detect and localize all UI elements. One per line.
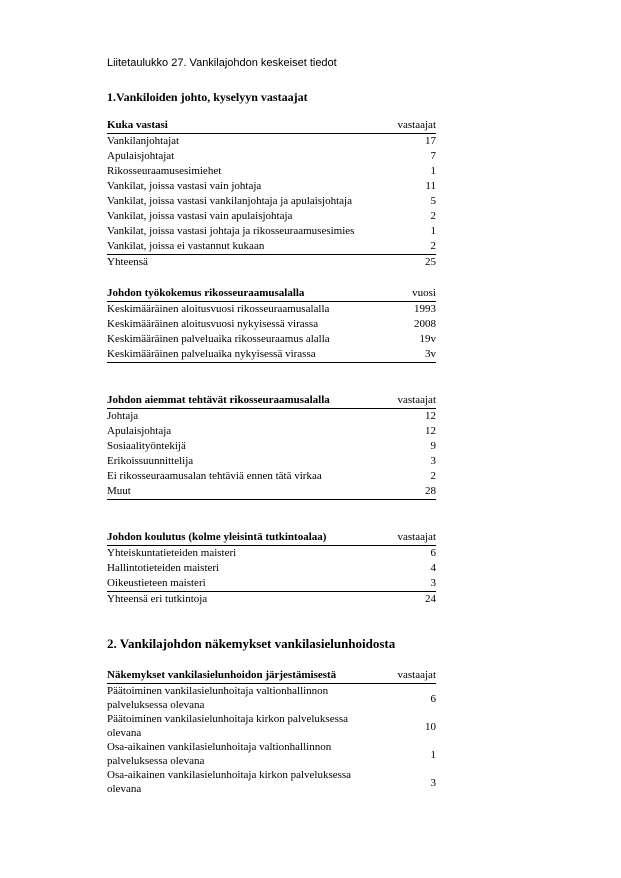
column-header-value: vastaajat bbox=[397, 394, 436, 406]
row-label: Keskimääräinen aloitusvuosi rikosseuraamusalalla bbox=[107, 303, 330, 315]
row-label: Vankilat, joissa vastasi vankilanjohtaja ja apulaisjohtaja bbox=[107, 195, 352, 207]
chaplaincy-views-table bbox=[107, 668, 436, 796]
column-header-value: vuosi bbox=[412, 287, 436, 299]
row-value: 3 bbox=[430, 455, 436, 467]
row-label: Päätoiminen vankilasielunhoitaja kirkon palveluksessa olevana bbox=[107, 713, 349, 739]
table-row bbox=[107, 454, 436, 469]
section-heading-views: 2. Vankilajohdon näkemykset vankilasielunhoidosta bbox=[107, 636, 396, 651]
row-value: 3v bbox=[425, 348, 436, 360]
row-label: Vankilat, joissa vastasi johtaja ja rikosseuraamusesimies bbox=[107, 225, 355, 237]
table-row bbox=[107, 332, 436, 347]
column-header-value: vastaajat bbox=[397, 669, 436, 681]
row-value: 1 bbox=[430, 165, 436, 177]
row-label: Yhteensä eri tutkintoja bbox=[107, 593, 208, 605]
section-heading-respondents: 1.Vankiloiden johto, kyselyyn vastaajat bbox=[107, 90, 308, 104]
row-value: 2 bbox=[430, 210, 436, 222]
row-label: Osa-aikainen vankilasielunhoitaja kirkon palveluksessa olevana bbox=[107, 769, 352, 795]
column-header-label: Johdon työkokemus rikosseuraamusalalla bbox=[107, 287, 305, 299]
row-label: Osa-aikainen vankilasielunhoitaja valtionhallinnon palveluksessa olevana bbox=[107, 741, 332, 767]
table-row bbox=[107, 134, 436, 150]
table-header-row bbox=[107, 393, 436, 409]
row-label: Vankilat, joissa ei vastannut kukaan bbox=[107, 240, 265, 252]
column-header-label: Näkemykset vankilasielunhoidon järjestämisestä bbox=[107, 669, 337, 681]
table-caption: Liitetaulukko 27. Vankilajohdon keskeiset tiedot bbox=[107, 57, 337, 69]
table-header-row bbox=[107, 118, 436, 134]
row-label: Sosiaalityöntekijä bbox=[107, 440, 186, 452]
row-value: 1 bbox=[430, 749, 436, 761]
row-value: 1 bbox=[430, 225, 436, 237]
table-row bbox=[107, 164, 436, 179]
table-row bbox=[107, 317, 436, 332]
row-label: Yhteiskuntatieteiden maisteri bbox=[107, 547, 237, 559]
row-value: 19v bbox=[419, 333, 436, 345]
table-row bbox=[107, 224, 436, 239]
row-label: Vankilat, joissa vastasi vain johtaja bbox=[107, 180, 262, 192]
row-value: 25 bbox=[425, 256, 436, 268]
row-value: 3 bbox=[430, 777, 436, 789]
row-value: 12 bbox=[425, 410, 436, 422]
table-row bbox=[107, 149, 436, 164]
row-label: Erikoissuunnittelija bbox=[107, 455, 194, 467]
row-value: 6 bbox=[430, 693, 436, 705]
education-table bbox=[107, 530, 436, 607]
table-row bbox=[107, 209, 436, 224]
row-value: 5 bbox=[430, 195, 436, 207]
table-row bbox=[107, 347, 436, 363]
row-label: Keskimääräinen palveluaika nykyisessä virassa bbox=[107, 348, 316, 360]
table-row bbox=[107, 424, 436, 439]
table-row bbox=[107, 712, 436, 740]
table-row bbox=[107, 684, 436, 713]
row-label: Vankilat, joissa vastasi vain apulaisjohtaja bbox=[107, 210, 293, 222]
row-value: 12 bbox=[425, 425, 436, 437]
table-row bbox=[107, 768, 436, 796]
row-label: Oikeustieteen maisteri bbox=[107, 577, 206, 589]
table-total-row bbox=[107, 255, 436, 271]
table-row bbox=[107, 469, 436, 484]
row-value: 2 bbox=[430, 470, 436, 482]
row-value: 2 bbox=[430, 240, 436, 252]
column-header-label: Johdon aiemmat tehtävät rikosseuraamusalalla bbox=[107, 394, 330, 406]
column-header-value: vastaajat bbox=[397, 119, 436, 131]
table-row bbox=[107, 179, 436, 194]
work-experience-table bbox=[107, 286, 436, 363]
row-label: Yhteensä bbox=[107, 256, 148, 268]
table-row bbox=[107, 561, 436, 576]
row-value: 3 bbox=[430, 577, 436, 589]
column-header-label: Kuka vastasi bbox=[107, 119, 168, 131]
table-row bbox=[107, 239, 436, 255]
row-label: Ei rikosseuraamusalan tehtäviä ennen tätä virkaa bbox=[107, 470, 322, 482]
column-header-label: Johdon koulutus (kolme yleisintä tutkintoalaa) bbox=[107, 531, 327, 543]
table-row bbox=[107, 409, 436, 425]
row-value: 1993 bbox=[414, 303, 436, 315]
row-value: 17 bbox=[425, 135, 436, 147]
row-value: 9 bbox=[430, 440, 436, 452]
row-label: Hallintotieteiden maisteri bbox=[107, 562, 220, 574]
row-label: Päätoiminen vankilasielunhoitaja valtionhallinnon palveluksessa olevana bbox=[107, 685, 329, 711]
table-row bbox=[107, 194, 436, 209]
table-row bbox=[107, 439, 436, 454]
row-label: Apulaisjohtajat bbox=[107, 150, 175, 162]
table-header-row bbox=[107, 286, 436, 302]
row-value: 24 bbox=[425, 593, 436, 605]
respondents-table bbox=[107, 118, 436, 270]
row-value: 28 bbox=[425, 485, 436, 497]
row-value: 6 bbox=[430, 547, 436, 559]
previous-roles-table bbox=[107, 393, 436, 500]
table-row bbox=[107, 302, 436, 318]
row-value: 4 bbox=[430, 562, 436, 574]
row-value: 7 bbox=[430, 150, 436, 162]
row-label: Muut bbox=[107, 485, 131, 497]
row-label: Johtaja bbox=[107, 410, 139, 422]
row-label: Rikosseuraamusesimiehet bbox=[107, 165, 222, 177]
table-row bbox=[107, 576, 436, 592]
table-row bbox=[107, 484, 436, 500]
table-row bbox=[107, 740, 436, 768]
table-header-row bbox=[107, 530, 436, 546]
row-label: Vankilanjohtajat bbox=[107, 135, 180, 147]
row-label: Keskimääräinen palveluaika rikosseuraamus alalla bbox=[107, 333, 330, 345]
table-total-row bbox=[107, 592, 436, 608]
row-value: 11 bbox=[425, 180, 436, 192]
row-label: Keskimääräinen aloitusvuosi nykyisessä virassa bbox=[107, 318, 319, 330]
row-label: Apulaisjohtaja bbox=[107, 425, 172, 437]
table-header-row bbox=[107, 668, 436, 684]
column-header-value: vastaajat bbox=[397, 531, 436, 543]
row-value: 10 bbox=[425, 721, 436, 733]
row-value: 2008 bbox=[414, 318, 436, 330]
table-row bbox=[107, 546, 436, 562]
